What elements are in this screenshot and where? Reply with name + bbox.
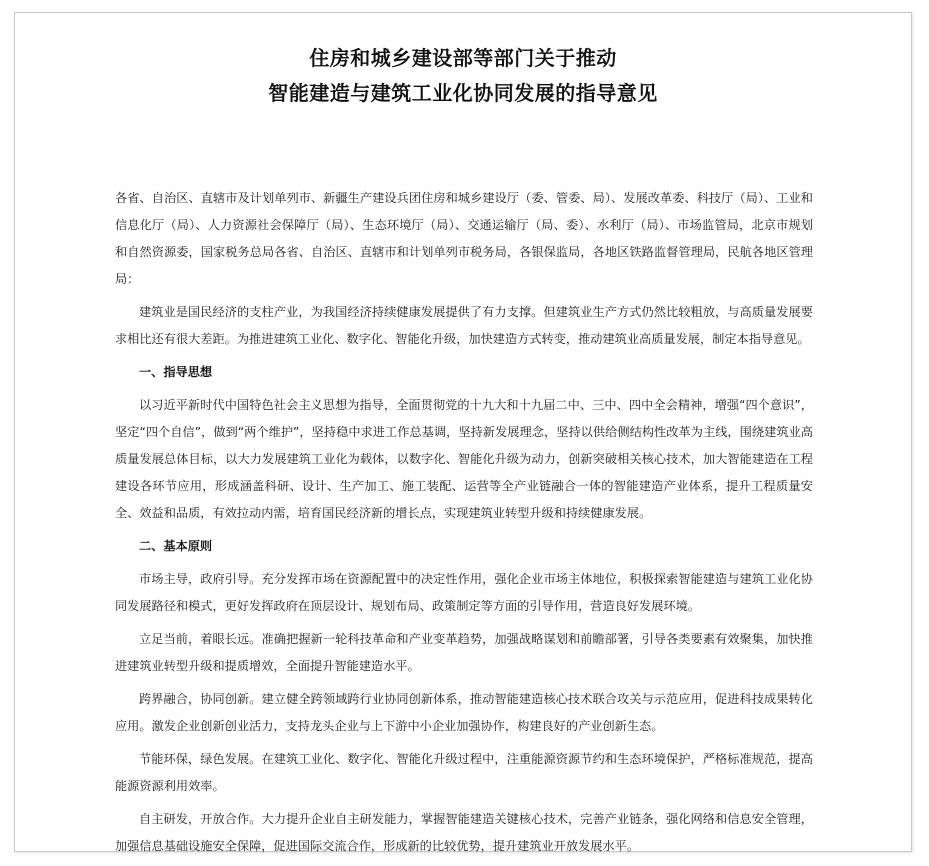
principle-paragraph: 跨界融合，协同创新。建立健全跨领域跨行业协同创新体系，推动智能建造核心技术联合攻关与示范应用，促进科技成果转化应用。激发企业创新创业活力，支持龙头企业与上下游中小企业加强协作，构建良好的产业创新生态。 [115,692,813,733]
addressee-paragraph: 各省、自治区、直辖市及计划单列市、新疆生产建设兵团住房和城乡建设厅（委、管委、局）、发展改革委、科技厅（局）、工业和信息化厅（局）、人力资源社会保障厅（局）、生态环境厅（局）、交通运输厅（局、委）、水利厅（局）、市场监管局，北京市规划和自然资源委，国家税务总局各省、自治区、直辖市和计划单列市税务局，各银保监局，各地区铁路监督管理局，民航各地区管理局： [115,191,813,286]
section-heading-guiding-ideology: 一、指导思想 [139,365,213,379]
principle-paragraph: 节能环保，绿色发展。在建筑工业化、数字化、智能化升级过程中，注重能源资源节约和生态环境保护，严格标准规范，提高能源资源利用效率。 [115,752,813,793]
principle-paragraph: 自主研发，开放合作。大力提升企业自主研发能力，掌握智能建造关键核心技术，完善产业链条，强化网络和信息安全管理，加强信息基础设施安全保障，促进国际交流合作，形成新的比较优势，提升建筑业开放发展水平。 [115,812,813,853]
principle-paragraph: 市场主导，政府引导。充分发挥市场在资源配置中的决定性作用，强化企业市场主体地位，积极探索智能建造与建筑工业化协同发展路径和模式，更好发挥政府在顶层设计、规划布局、政策制定等方面的引导作用，营造良好发展环境。 [115,572,813,613]
document-body [115,185,813,866]
document-title-line-1: 住房和城乡建设部等部门关于推动 [309,46,617,70]
document-title-line-2: 智能建造与建筑工业化协同发展的指导意见 [268,81,658,105]
principle-paragraph: 立足当前，着眼长远。准确把握新一轮科技革命和产业变革趋势，加强战略谋划和前瞻部署，引导各类要素有效聚集，加快推进建筑业转型升级和提质增效，全面提升智能建造水平。 [115,632,813,673]
intro-paragraph: 建筑业是国民经济的支柱产业，为我国经济持续健康发展提供了有力支撑。但建筑业生产方式仍然比较粗放，与高质量发展要求相比还有很大差距。为推进建筑工业化、数字化、智能化升级，加快建造方式转变，推动建筑业高质量发展，制定本指导意见。 [115,305,813,346]
section-heading-basic-principles: 二、基本原则 [139,539,213,553]
document-page [14,12,912,852]
guiding-ideology-paragraph: 以习近平新时代中国特色社会主义思想为指导，全面贯彻党的十九大和十九届二中、三中、四中全会精神，增强“四个意识”，坚定“四个自信”，做到“两个维护”，坚持稳中求进工作总基调，坚持新发展理念，坚持以供给侧结构性改革为主线，围绕建筑业高质量发展总体目标，以大力发展建筑工业化为载体，以数字化、智能化升级为动力，创新突破相关核心技术，加大智能建造在工程建设各环节应用，形成涵盖科研、设计、生产加工、施工装配、运营等全产业链融合一体的智能建造产业体系，提升工程质量安全、效益和品质，有效拉动内需，培育国民经济新的增长点，实现建筑业转型升级和持续健康发展。 [115,398,813,520]
